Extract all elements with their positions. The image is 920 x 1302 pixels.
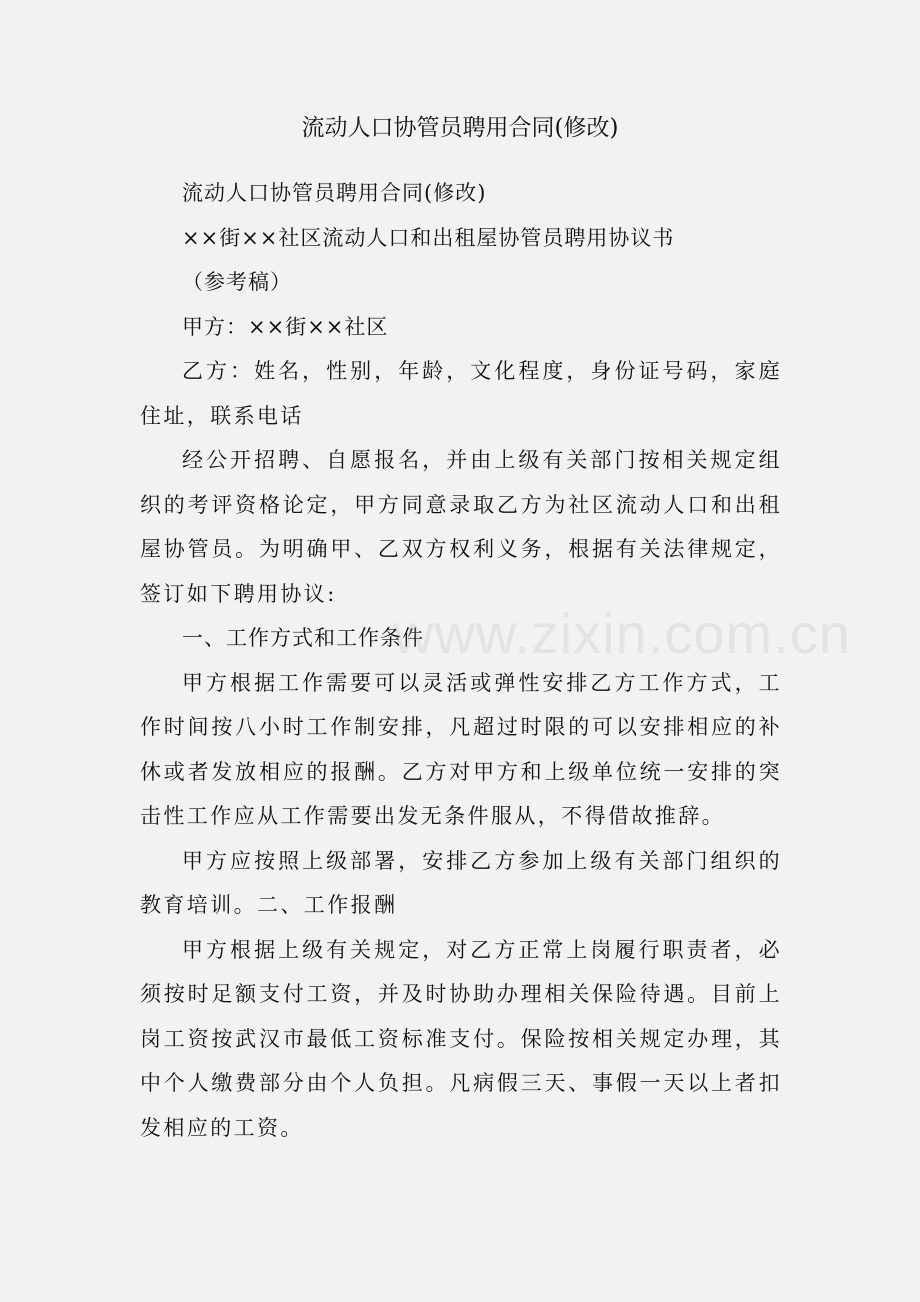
section-heading-1: 一、工作方式和工作条件: [182, 626, 424, 650]
document-title: 流动人口协管员聘用合同(修改): [301, 115, 619, 141]
party-a-line: 甲方：××街××社区: [182, 314, 389, 339]
work-arrangement-paragraph: 甲方根据工作需要可以灵活或弹性安排乙方工作方式，工作时间按八小时工作制安排，凡超过时限的可以安排相应的补休或者发放相应的报酬。乙方对甲方和上级单位统一安排的突击性工作应从工作需要出发无条件服从，不得借故推辞。: [140, 670, 782, 828]
preamble-paragraph: 经公开招聘、自愿报名，并由上级有关部门按相关规定组织的考评资格论定，甲方同意录取乙方为社区流动人口和出租屋协管员。为明确甲、乙双方权利义务，根据有关法律规定，签订如下聘用协议:: [140, 448, 782, 606]
agreement-heading: ××街××社区流动人口和出租屋协管员聘用协议书: [182, 225, 675, 250]
party-b-line: 乙方：姓名，性别，年龄，文化程度，身份证号码，家庭住址，联系电话: [140, 359, 782, 428]
subtitle-paragraph: 流动人口协管员聘用合同(修改): [182, 181, 487, 205]
watermark: www.zixin.com.cn: [393, 602, 851, 665]
salary-paragraph: 甲方根据上级有关规定，对乙方正常上岗履行职责者，必须按时足额支付工资，并及时协助办理相关保险待遇。目前上岗工资按武汉市最低工资标准支付。保险按相关规定办理，其中个人缴费部分由个人负担。凡病假三天、事假一天以上者扣发相应的工资。: [140, 937, 782, 1140]
training-paragraph: 甲方应按照上级部署，安排乙方参加上级有关部门组织的教育培训。二、工作报酬: [140, 848, 782, 917]
draft-note: （参考稿）: [182, 270, 292, 294]
